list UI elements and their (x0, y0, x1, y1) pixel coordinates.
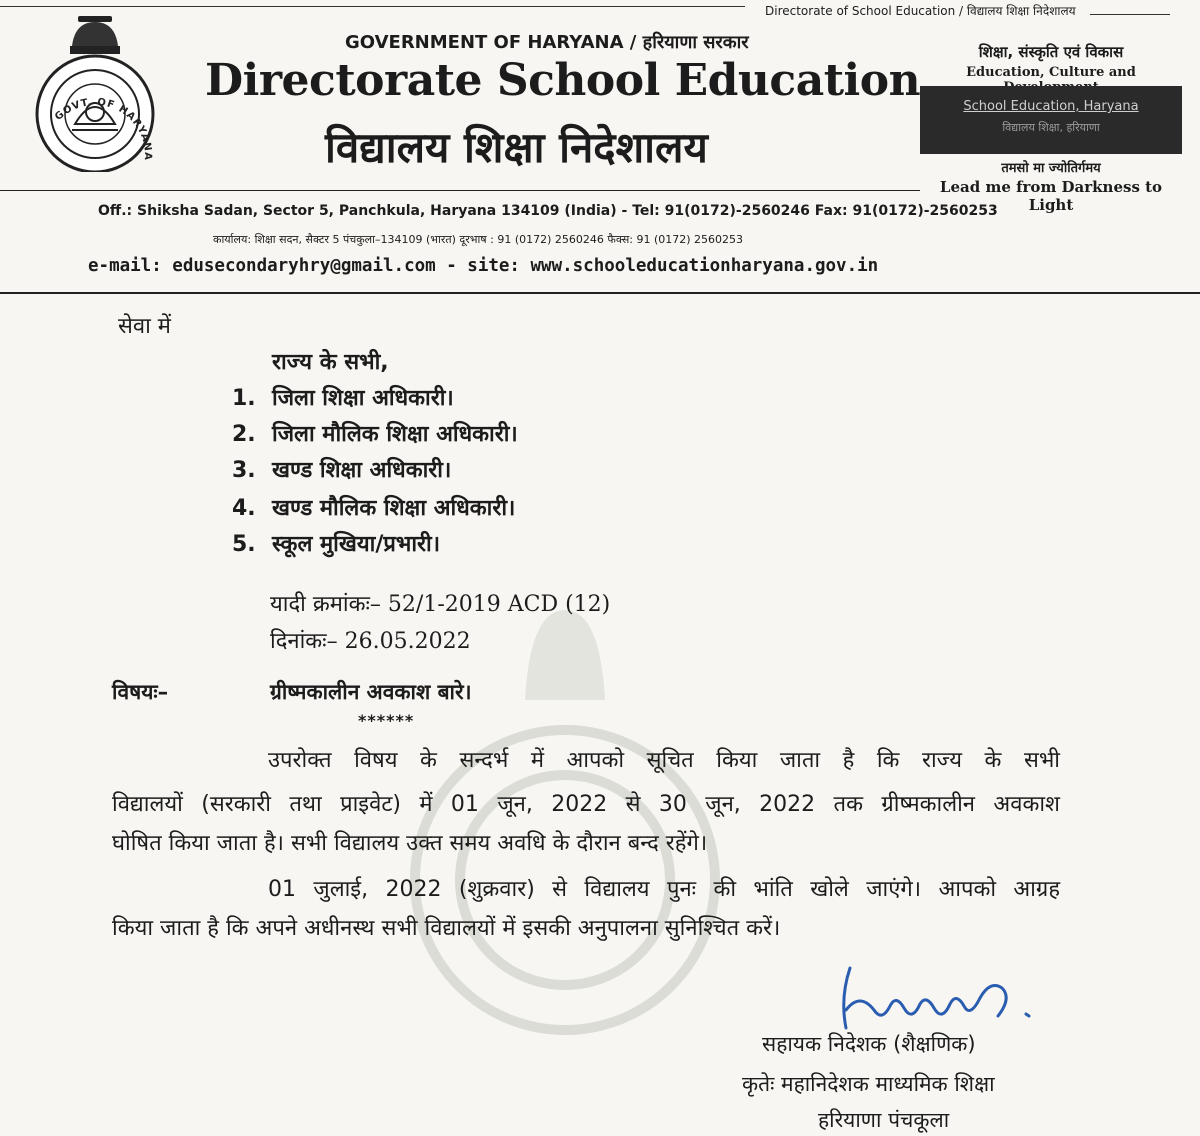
office-address-hi: कार्यालय: शिक्षा सदन, सैक्टर 5 पंचकुला–134109 (भारत) दूरभाष : 91 (0172) 2560246 फैक्स: 91 (0172) 2560253 (213, 233, 744, 246)
email-site-line: e-mail: edusecondaryhry@gmail.com - site: www.schooleducationharyana.gov.in (88, 256, 879, 276)
subject-label: विषयः– (112, 680, 169, 704)
logo-banner (920, 86, 1182, 154)
signatory-designation: सहायक निदेशक (शैक्षणिक) (762, 1032, 976, 1056)
directorate-title-hi: विद्यालय शिक्षा निदेशालय (325, 123, 708, 172)
directorate-title-en: Directorate School Education (205, 55, 921, 106)
logo-line-en: Education, Culture and (966, 65, 1136, 80)
handwritten-signature-icon (830, 958, 1050, 1038)
paragraph-line: घोषित किया जाता है। सभी विद्यालय उक्त समय अवधि के दौरान बन्द रहेंगे। (112, 831, 708, 856)
top-rule-right (1090, 14, 1170, 15)
memo-number: यादी क्रमांकः– 52/1-2019 ACD (12) (270, 592, 611, 617)
education-logo-box (920, 38, 1182, 214)
logo-banner-subtitle: विद्यालय शिक्षा, हरियाणा (1002, 121, 1100, 134)
recipient-item: 4. खण्ड मौलिक शिक्षा अधिकारी। (232, 496, 516, 521)
signatory-location: हरियाणा पंचकूला (818, 1108, 950, 1132)
addressee-intro: राज्य के सभी, (272, 350, 389, 375)
top-note: Directorate of School Education / विद्यालय शिक्षा निदेशालय (765, 4, 1076, 18)
logo-banner-title: School Education, Haryana (963, 99, 1139, 114)
emblem-ring-text: GOVT. OF HARYANA (53, 96, 154, 162)
letterhead-divider (0, 292, 1200, 294)
motto-en: Lead me from Darkness to Light (939, 178, 1163, 214)
top-rule (0, 6, 745, 7)
header-divider (0, 190, 920, 191)
motto-hi: तमसो मा ज्योतिर्गमय (1001, 161, 1101, 176)
recipient-item: 1. जिला शिक्षा अधिकारी। (232, 386, 454, 411)
letter-date: दिनांकः– 26.05.2022 (270, 629, 471, 654)
salutation: सेवा में (118, 314, 171, 339)
recipient-item: 5. स्कूल मुखिया/प्रभारी। (232, 532, 441, 557)
recipient-item: 2. जिला मौलिक शिक्षा अधिकारी। (232, 422, 518, 447)
signatory-on-behalf: कृतेः महानिदेशक माध्यमिक शिक्षा (742, 1072, 995, 1096)
separator: ****** (358, 711, 415, 730)
logo-line-hi: शिक्षा, संस्कृति एवं विकास (978, 43, 1124, 61)
government-line: GOVERNMENT OF HARYANA / हरियाणा सरकार (345, 32, 749, 53)
office-address-en: Off.: Shiksha Sadan, Sector 5, Panchkula, Haryana 134109 (India) - Tel: 91(0172)-2560246 Fax: 91(0172)-2560253 (98, 203, 998, 219)
paragraph-line: उपरोक्त विषय के सन्दर्भ में आपको सूचित किया जाता है कि राज्य के सभी (268, 748, 1060, 773)
paragraph-line: 01 जुलाई, 2022 (शुक्रवार) से विद्यालय पुनः की भांति खोले जाएंगे। आपको आग्रह (268, 877, 1060, 902)
paragraph-line: विद्यालयों (सरकारी तथा प्राइवेट) में 01 जून, 2022 से 30 जून, 2022 तक ग्रीष्मकालीन अवकाश (112, 792, 1060, 817)
subject-text: ग्रीष्मकालीन अवकाश बारे। (270, 680, 472, 704)
haryana-emblem-icon (20, 12, 170, 172)
recipient-item: 3. खण्ड शिक्षा अधिकारी। (232, 458, 452, 483)
paragraph-line: किया जाता है कि अपने अधीनस्थ सभी विद्यालयों में इसकी अनुपालना सुनिश्चित करें। (112, 916, 781, 941)
